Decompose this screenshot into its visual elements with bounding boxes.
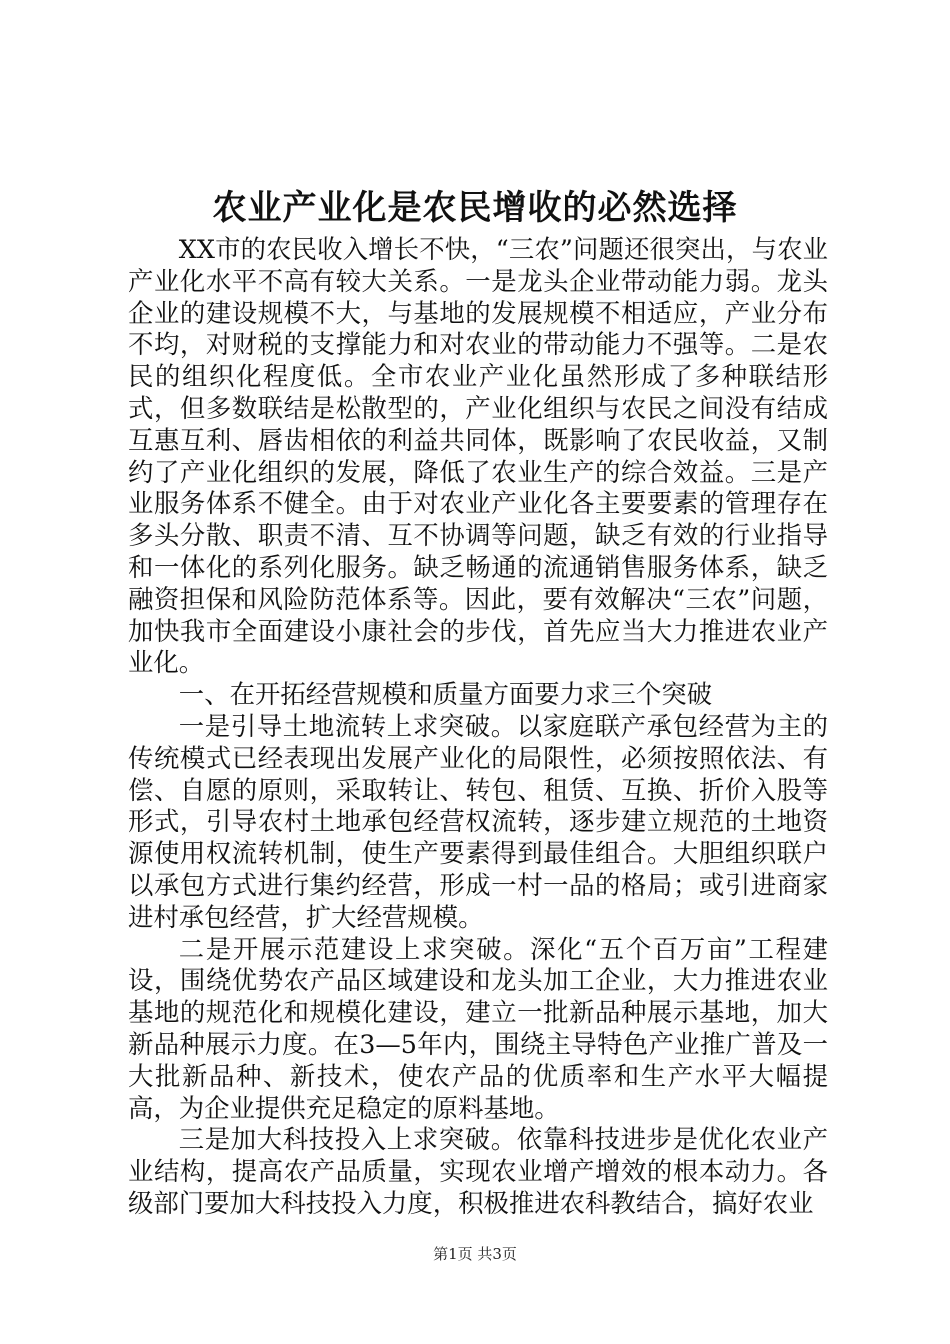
paragraph-technology: 三是加大科技投入上求突破。依靠科技进步是优化农业产业结构，提高农产品质量，实现农业增产增效的根本动力。各级部门要加大科技投入力度，积极推进农科教结合，搞好农业 <box>128 1124 828 1218</box>
paragraph-demonstration: 二是开展示范建设上求突破。深化“五个百万亩”工程建设，围绕优势农产品区域建设和龙头加工企业，大力推进农业基地的规范化和规模化建设，建立一批新品种展示基地，加大新品种展示力度。在3—5年内，围绕主导特色产业推广普及一大批新品种、新技术，使农产品的优质率和生产水平大幅提高，为企业提供充足稳定的原料基地。 <box>128 933 828 1123</box>
paragraph-intro: XX市的农民收入增长不快，“三农”问题还很突出，与农业产业化水平不高有较大关系。一是龙头企业带动能力弱。龙头企业的建设规模不大，与基地的发展规模不相适应，产业分布不均，对财税的支撑能力和对农业的带动能力不强等。二是农民的组织化程度低。全市农业产业化虽然形成了多种联结形式，但多数联结是松散型的，产业化组织与农民之间没有结成互惠互利、唇齿相依的利益共同体，既影响了农民收益，又制约了产业化组织的发展，降低了农业生产的综合效益。三是产业服务体系不健全。由于对农业产业化各主要要素的管理存在多头分散、职责不清、互不协调等问题，缺乏有效的行业指导和一体化的系列化服务。缺乏畅通的流通销售服务体系，缺乏融资担保和风险防范体系等。因此，要有效解决“三农”问题，加快我市全面建设小康社会的步伐，首先应当大力推进农业产业化。 <box>128 234 828 678</box>
page-number-label: 第1页 共3页 <box>433 1245 517 1263</box>
document-title: 农业产业化是农民增收的必然选择 <box>212 188 738 228</box>
page-footer <box>0 1244 950 1264</box>
paragraph-land-transfer: 一是引导土地流转上求突破。以家庭联产承包经营为主的传统模式已经表现出发展产业化的局限性，必须按照依法、有偿、自愿的原则，采取转让、转包、租赁、互换、折价入股等形式，引导农村土地承包经营权流转，逐步建立规范的土地资源使用权流转机制，使生产要素得到最佳组合。大胆组织联户以承包方式进行集约经营，形成一村一品的格局；或引进商家进村承包经营，扩大经营规模。 <box>128 710 828 932</box>
document-body <box>128 234 828 1220</box>
section-heading-1: 一、在开拓经营规模和质量方面要力求三个突破 <box>178 679 712 710</box>
